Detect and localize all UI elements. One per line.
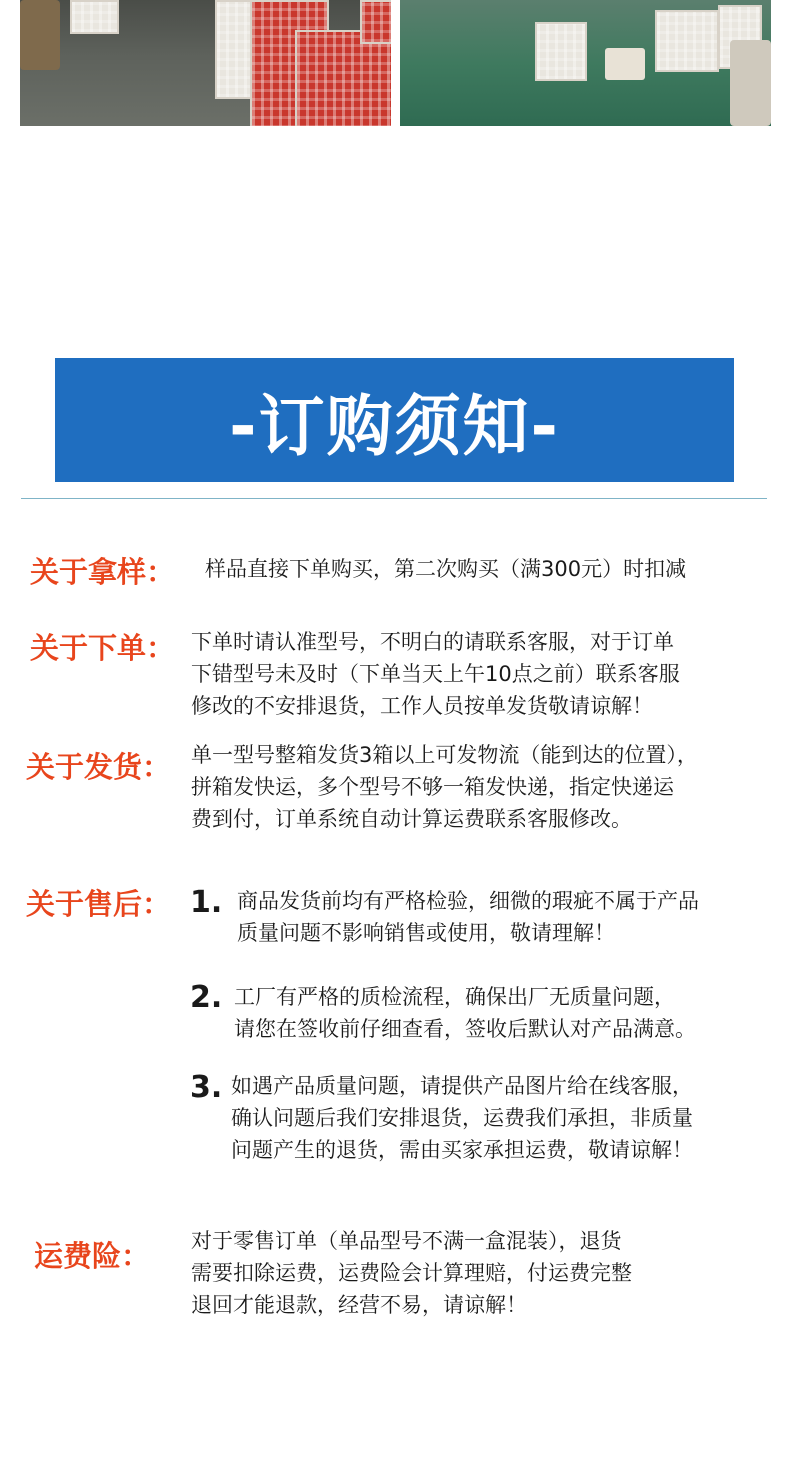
warehouse-crates-photo [20, 0, 391, 126]
crate-shape [535, 22, 587, 81]
shipping-line: 费到付，订单系统自动计算运费联系客服修改。 [191, 807, 632, 831]
aftersale-item-number: 2. [190, 980, 223, 1015]
crate-shape [655, 10, 719, 72]
aftersale-item-text [231, 1070, 693, 1166]
bag-shape [730, 40, 771, 126]
section-divider [21, 498, 767, 499]
order-text [191, 626, 680, 722]
aftersale-line: 问题产生的退货，需由买家承担运费，敬请谅解！ [231, 1138, 693, 1162]
crate-red-shape [360, 0, 391, 44]
crate-shape [70, 0, 119, 34]
insurance-label: 运费险： [34, 1239, 151, 1273]
shipping-line: 单一型号整箱发货3箱以上可发物流（能到达的位置）， [191, 743, 698, 767]
aftersale-line: 工厂有严格的质检流程，确保出厂无质量问题， [234, 985, 675, 1009]
sack-shape [20, 0, 60, 70]
aftersale-line: 商品发货前均有严格检验，细微的瑕疵不属于产品 [237, 889, 699, 913]
order-line: 下错型号未及时（下单当天上午10点之前）联系客服 [191, 662, 680, 686]
order-line: 下单时请认准型号，不明白的请联系客服，对于订单 [191, 630, 674, 654]
aftersale-line: 质量问题不影响销售或使用，敬请理解！ [237, 921, 615, 945]
packing-area-photo [400, 0, 771, 126]
shipping-text [191, 739, 698, 835]
stool-shape [605, 48, 645, 80]
aftersale-item-text [237, 885, 699, 949]
sample-label: 关于拿样： [30, 555, 176, 589]
order-line: 修改的不安排退货，工作人员按单发货敬请谅解！ [191, 694, 653, 718]
order-notice-banner [55, 358, 734, 482]
aftersale-label: 关于售后： [26, 887, 172, 921]
aftersale-item-number: 3. [190, 1070, 223, 1105]
aftersale-line: 请您在签收前仔细查看，签收后默认对产品满意。 [234, 1017, 696, 1041]
sample-text [205, 553, 686, 585]
shipping-line: 拼箱发快运，多个型号不够一箱发快递，指定快递运 [191, 775, 674, 799]
insurance-text [191, 1225, 632, 1321]
shipping-label: 关于发货： [26, 750, 172, 784]
aftersale-item-number: 1. [190, 885, 223, 920]
sample-line: 样品直接下单购买，第二次购买（满300元）时扣减 [205, 557, 687, 581]
aftersale-line: 确认问题后我们安排退货，运费我们承担，非质量 [231, 1106, 693, 1130]
insurance-line: 退回才能退款，经营不易，请谅解！ [191, 1293, 527, 1317]
insurance-line: 对于零售订单（单品型号不满一盒混装），退货 [191, 1229, 622, 1253]
aftersale-item-text [234, 981, 696, 1045]
banner-title: -订购须知- [229, 387, 560, 465]
aftersale-line: 如遇产品质量问题，请提供产品图片给在线客服， [231, 1074, 693, 1098]
order-label: 关于下单： [30, 631, 176, 665]
insurance-line: 需要扣除运费，运费险会计算理赔，付运费完整 [191, 1261, 632, 1285]
crate-red-shape [295, 30, 391, 126]
